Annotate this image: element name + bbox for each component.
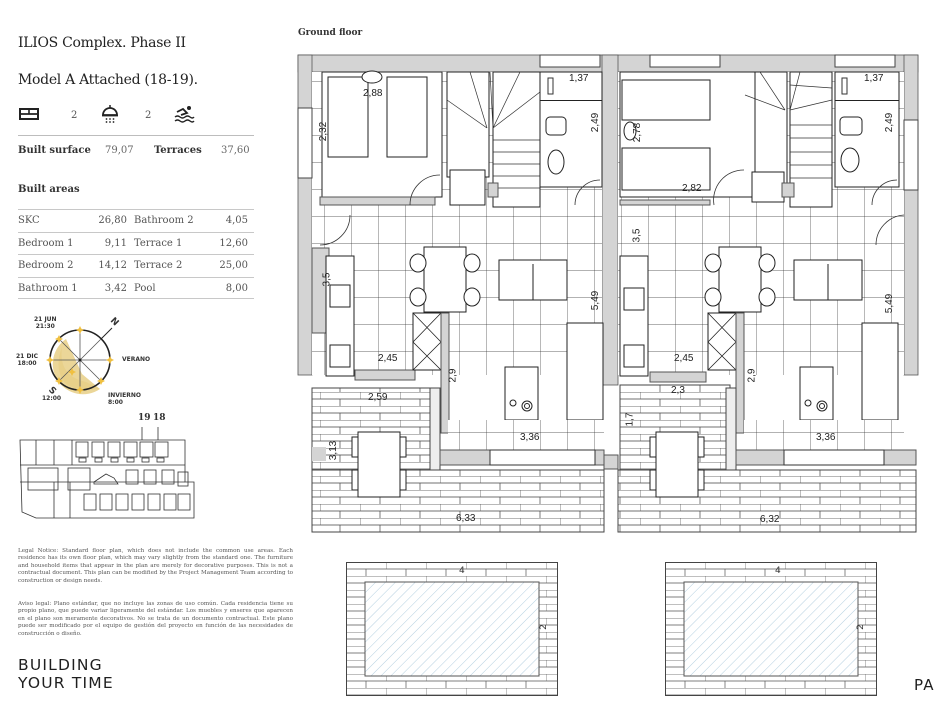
pool-width-dim: 4 [775, 566, 781, 576]
area-value: 8,00 [225, 282, 248, 294]
floor-plan [290, 40, 936, 540]
terraces-value: 37,60 [221, 145, 250, 156]
area-value: 3,42 [104, 282, 127, 294]
legal-notice-en: Legal Notice: Standard floor plan, which does not include the common use areas. Each residence has its own floor plan, which may vary slightly from the standard one. The furniture and household items that appear in the plan are merely for decorative purposes. This is not a contractual document. This plan can be modified by the Project Management Team according to construction or design needs. [18, 548, 293, 584]
sun-orientation-diagram [14, 312, 164, 412]
project-title: ILIOS Complex. Phase II [18, 35, 186, 51]
dim-living-width-right: 3,36 [816, 432, 836, 443]
brand-line-2: YOUR TIME [18, 674, 114, 692]
south-label: S 12:00 [42, 385, 62, 402]
table-row [18, 232, 254, 255]
bedroom-count: 2 [71, 110, 78, 121]
winter-label: INVIERNO 8:00 [108, 392, 141, 406]
dim-bedroom-width: 2,88 [363, 88, 383, 99]
area-value: 25,00 [219, 260, 248, 271]
built-surface-label: Built surface [18, 145, 91, 156]
dim-bedroom-height: 2,32 [318, 121, 330, 142]
dim-terrace-width: 2,59 [368, 392, 388, 403]
site-plan-thumbnail [14, 410, 204, 525]
area-value: 12,60 [219, 237, 248, 249]
area-name: Terrace 2 [134, 260, 183, 271]
brand-logo [18, 656, 114, 692]
dim-hall: 2,9 [447, 368, 459, 383]
bed-icon [18, 106, 40, 126]
area-name: Bedroom 1 [18, 237, 74, 249]
dim-storage-right: 1,37 [864, 73, 884, 84]
ground-floor-label: Ground floor [298, 28, 363, 38]
area-name: Terrace 1 [134, 237, 183, 249]
dim-kitchen-vertical: 3,5 [321, 272, 333, 287]
pool-width-dim: 4 [459, 566, 465, 576]
dim-terrace-height: 3,13 [328, 440, 340, 461]
pool-plan-right [665, 562, 877, 696]
area-value: 9,11 [104, 237, 127, 249]
divider [18, 135, 254, 136]
area-name: Bathroom 1 [18, 282, 78, 294]
dim-kitchen-width: 2,45 [378, 353, 398, 364]
area-name: SKC [18, 215, 40, 226]
north-label: N [107, 315, 121, 329]
dim-bedroom-width-right: 2,82 [682, 183, 702, 194]
dim-bathroom-right: 2,49 [884, 112, 896, 133]
area-value: 14,12 [98, 260, 127, 271]
dim-bedroom-height-right: 2,78 [632, 122, 644, 143]
area-name: Bedroom 2 [18, 260, 74, 271]
dim-garden-width-right: 6,32 [760, 514, 780, 525]
dim-living-width: 3,36 [520, 432, 540, 443]
pool-plan-left [346, 562, 558, 696]
sun-label-june: 21 JUN 21:30 [34, 316, 57, 330]
legal-notice-es: Aviso legal: Plano estándar, que no incluye las zonas de uso común. Cada residencia tiene su propio plano, que puede variar ligeramente del estándar. Los muebles y enseres que aparecen en el plano son meramente decorativos. No se trata de un documento contractual. Este plano puede ser modificado por el equipo de gestión del proyecto en función de las necesidades de construcción o diseño. [18, 601, 293, 637]
area-name: Pool [134, 282, 156, 294]
bathroom-count: 2 [145, 110, 152, 121]
dim-kitchen-width-right: 2,45 [674, 353, 694, 364]
sun-label-december: 21 DIC 18:00 [16, 353, 39, 367]
unit-number-19: 19 [138, 413, 151, 423]
dim-garden-width: 6,33 [456, 513, 476, 524]
dim-hall-right: 2,9 [746, 368, 758, 383]
dim-terrace-width-right: 2,3 [671, 385, 685, 396]
built-areas-title: Built areas [18, 184, 80, 195]
pool-depth-dim: 2 [538, 624, 549, 630]
dim-living-vertical-right: 5,49 [884, 293, 896, 314]
area-value: 4,05 [225, 215, 248, 226]
pool-depth-dim: 2 [855, 624, 866, 630]
model-title: Model A Attached (18-19). [18, 72, 198, 88]
dim-living-vertical: 5,49 [590, 290, 602, 311]
built-surface-value: 79,07 [105, 145, 134, 156]
table-row [18, 209, 254, 232]
dim-storage: 1,37 [569, 73, 589, 84]
built-areas-table [18, 209, 254, 299]
area-value: 26,80 [98, 215, 127, 226]
dim-terrace-height-right: 1,7 [624, 412, 636, 427]
table-row [18, 254, 254, 277]
terraces-label: Terraces [154, 145, 202, 156]
table-row [18, 277, 254, 300]
brand-logo-cut: PA [914, 676, 935, 694]
area-name: Bathroom 2 [134, 215, 194, 226]
pool-icon [173, 104, 195, 128]
features-row [18, 106, 254, 128]
shower-icon [101, 104, 119, 128]
summer-label: VERANO [122, 356, 151, 363]
unit-number-18: 18 [153, 413, 166, 423]
dim-bathroom: 2,49 [590, 112, 602, 133]
dim-kitchen-vertical-right: 3,5 [631, 228, 643, 243]
brand-line-1: BUILDING [18, 656, 103, 674]
